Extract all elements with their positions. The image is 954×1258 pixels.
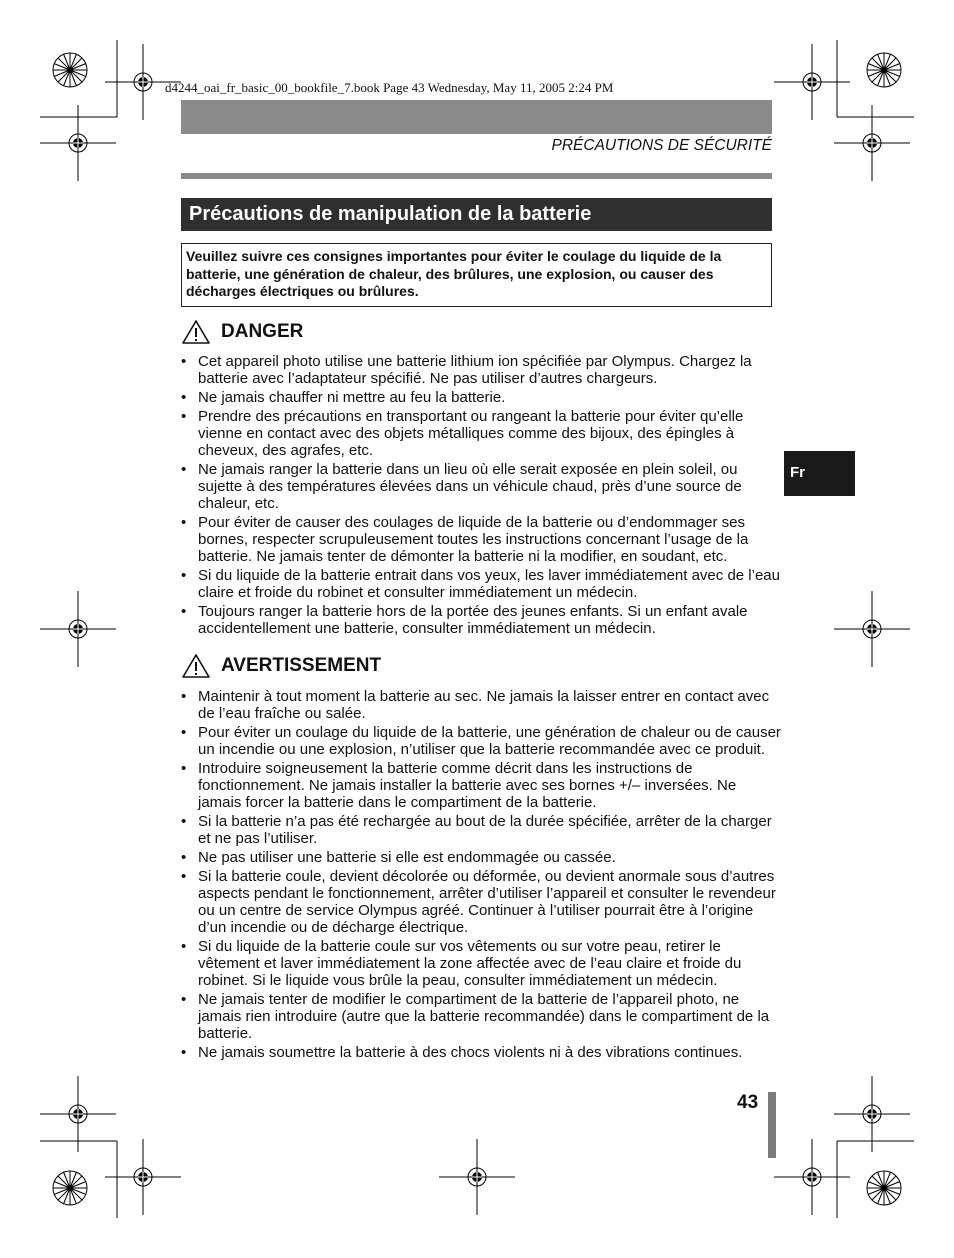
page-number-bar bbox=[768, 1092, 776, 1158]
danger-title: DANGER bbox=[221, 321, 304, 342]
list-item: • Pour éviter un coulage du liquide de la batterie, une génération de chaleur ou de causer un incendie ou une explosion, n’utiliser que la batterie recommandée avec ce produit. bbox=[181, 724, 781, 758]
list-item: • Toujours ranger la batterie hors de la portée des jeunes enfants. Si un enfant avale accidentellement une batterie, consulter immédiatement un médecin. bbox=[181, 603, 781, 637]
list-item: • Pour éviter de causer des coulages de liquide de la batterie ou d’endommager ses bornes, respecter scrupuleusement toutes les instructions concernant l’usage de la batterie. Ne jamais tenter de démonter la batterie ni la modifier, en soudant, etc. bbox=[181, 514, 781, 565]
list-item: • Si du liquide de la batterie coule sur vos vêtements ou sur votre peau, retirer le vêtement et laver immédiatement la zone affectée avec de l’eau claire et froide du robinet. Si le liquide vous brûle la peau, consulter immédiatement un médecin. bbox=[181, 938, 781, 989]
page-number: 43 bbox=[737, 1092, 759, 1113]
warning-triangle-icon bbox=[181, 319, 211, 345]
header-bar bbox=[181, 100, 772, 134]
print-header: d4244_oai_fr_basic_00_bookfile_7.book Page 43 Wednesday, May 11, 2005 2:24 PM bbox=[165, 80, 614, 95]
list-item: • Ne pas utiliser une batterie si elle est endommagée ou cassée. bbox=[181, 849, 781, 866]
list-item: • Ne jamais tenter de modifier le compartiment de la batterie de l’appareil photo, ne jamais rien introduire (autre que la batterie recommandée) dans le compartiment de la batterie. bbox=[181, 991, 781, 1042]
list-item: • Cet appareil photo utilise une batterie lithium ion spécifiée par Olympus. Chargez la batterie avec l’adaptateur spécifié. Ne pas utiliser d’autres chargeurs. bbox=[181, 353, 781, 387]
list-item: • Ne jamais ranger la batterie dans un lieu où elle serait exposée en plein soleil, ou sujette à des températures élevées dans un véhicule chaud, près d’une source de chaleur, etc. bbox=[181, 461, 781, 512]
list-item: • Si la batterie coule, devient décolorée ou déformée, ou devient anormale sous d’autres aspects pendant le fonctionnement, arrêter d’utiliser l’appareil et consulter le revendeur ou un centre de service Olympus agréé. Continuer à l’utiliser pourrait être à l’origine d’un incendie ou de décharge électrique. bbox=[181, 868, 781, 936]
list-item: • Si du liquide de la batterie entrait dans vos yeux, les laver immédiatement avec de l’eau claire et froide du robinet et consulter immédiatement un médecin. bbox=[181, 567, 781, 601]
warning-heading bbox=[181, 653, 381, 679]
warning-list bbox=[181, 688, 781, 1063]
list-item: • Ne jamais chauffer ni mettre au feu la batterie. bbox=[181, 389, 781, 406]
list-item: • Prendre des précautions en transportant ou rangeant la batterie pour éviter qu’elle vienne en contact avec des objets métalliques comme des bijoux, des épingles à cheveux, des agrafes, etc. bbox=[181, 408, 781, 459]
intro-box: Veuillez suivre ces consignes importantes pour éviter le coulage du liquide de la batterie, une génération de chaleur, des brûlures, une explosion, ou causer des décharges électriques ou brûlures. bbox=[181, 243, 772, 307]
list-item: • Maintenir à tout moment la batterie au sec. Ne jamais la laisser entrer en contact avec de l’eau fraîche ou salée. bbox=[181, 688, 781, 722]
warning-triangle-icon bbox=[181, 653, 211, 679]
header-rule bbox=[181, 173, 772, 179]
warning-title: AVERTISSEMENT bbox=[221, 655, 382, 676]
list-item: • Si la batterie n’a pas été rechargée au bout de la durée spécifiée, arrêter de la charger et ne pas l’utiliser. bbox=[181, 813, 781, 847]
list-item: • Ne jamais soumettre la batterie à des chocs violents ni à des vibrations continues. bbox=[181, 1044, 781, 1061]
danger-list bbox=[181, 353, 781, 639]
danger-heading bbox=[181, 319, 303, 345]
language-tab: Fr bbox=[784, 451, 855, 496]
list-item: • Introduire soigneusement la batterie comme décrit dans les instructions de fonctionnement. Ne jamais installer la batterie avec ses bornes +/– inversées. Ne jamais forcer la batterie dans le compartiment de la batterie. bbox=[181, 760, 781, 811]
running-title: PRÉCAUTIONS DE SÉCURITÉ bbox=[551, 137, 772, 154]
section-title: Précautions de manipulation de la batterie bbox=[181, 198, 772, 231]
